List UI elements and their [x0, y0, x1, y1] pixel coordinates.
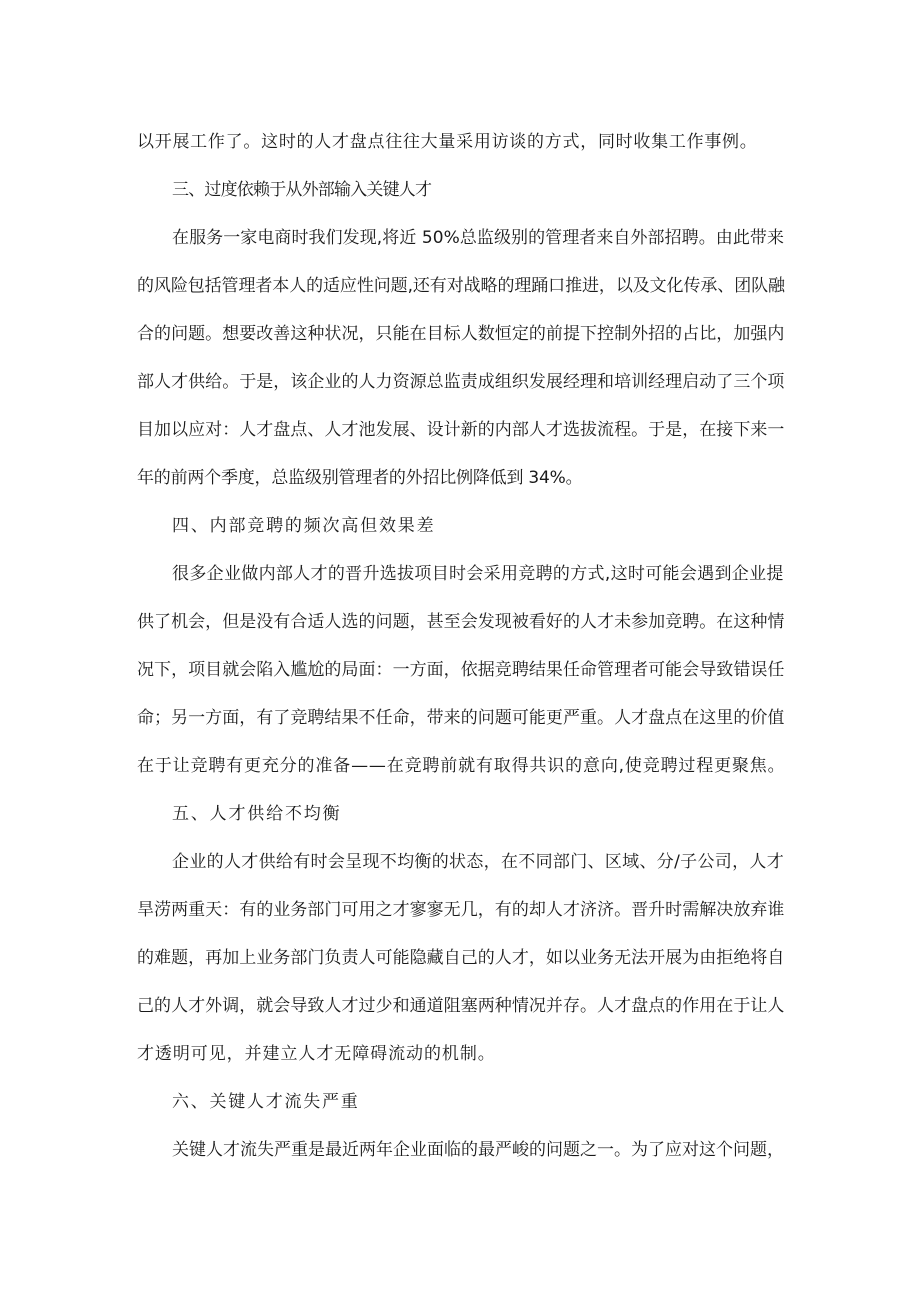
paragraph-line: 的风险包括管理者本人的适应性问题,还有对战略的理踊口推进，以及文化传承、团队融: [137, 276, 785, 296]
paragraph-line: 命；另一方面，有了竞聘结果不任命，带来的问题可能更严重。人才盘点在这里的价值: [137, 708, 785, 728]
section-heading: 五、人才供给不均衡: [172, 804, 342, 824]
section-heading: 三、过度依赖于从外部输入关键人才: [172, 180, 432, 200]
section-heading: 六、关键人才流失严重: [172, 1092, 360, 1112]
paragraph-line: 目加以应对：人才盘点、人才池发展、设计新的内部人才选拔流程。于是，在接下来一: [137, 420, 785, 440]
paragraph-line: 的难题，再加上业务部门负责人可能隐藏自己的人才，如以业务无法开展为由拒绝将自: [137, 948, 785, 968]
paragraph-line: 部人才供给。于是，该企业的人力资源总监责成组织发展经理和培训经理启动了三个项: [137, 372, 785, 392]
paragraph-line: 旱涝两重天：有的业务部门可用之才寥寥无几，有的却人才济济。晋升时需解决放弃谁: [137, 900, 785, 920]
paragraph-line: 年的前两个季度，总监级别管理者的外招比例降低到 34%。: [137, 468, 583, 488]
paragraph-line: 况下，项目就会陷入尴尬的局面：一方面，依据竞聘结果任命管理者可能会导致错误任: [137, 660, 785, 680]
paragraph-line: 在于让竞聘有更充分的准备——在竞聘前就有取得共识的意向,使竞聘过程更聚焦。: [137, 756, 786, 776]
paragraph-line: 关键人才流失严重是最近两年企业面临的最严峻的问题之一。为了应对这个问题，: [172, 1140, 784, 1160]
section-heading: 四、内部竞聘的频次高但效果差: [172, 516, 436, 536]
paragraph-line: 很多企业做内部人才的晋升选拔项目时会采用竞聘的方式,这时可能会遇到企业提: [172, 564, 784, 584]
paragraph-line: 供了机会，但是没有合适人选的问题，甚至会发现被看好的人才未参加竞聘。在这种情: [137, 612, 785, 632]
paragraph-line: 以开展工作了。这时的人才盘点往往大量采用访谈的方式，同时收集工作事例。: [137, 132, 758, 152]
paragraph-line: 己的人才外调，就会导致人才过少和通道阻塞两种情况并存。人才盘点的作用在于让人: [137, 996, 785, 1016]
paragraph-line: 才透明可见，并建立人才无障碍流动的机制。: [137, 1044, 496, 1064]
paragraph-line: 企业的人才供给有时会呈现不均衡的状态，在不同部门、区域、分/子公司，人才: [172, 852, 785, 872]
paragraph-line: 合的问题。想要改善这种状况，只能在目标人数恒定的前提下控制外招的占比，加强内: [137, 324, 785, 344]
paragraph-line: 在服务一家电商时我们发现,将近 50%总监级别的管理者来自外部招聘。由此带来: [172, 228, 785, 248]
